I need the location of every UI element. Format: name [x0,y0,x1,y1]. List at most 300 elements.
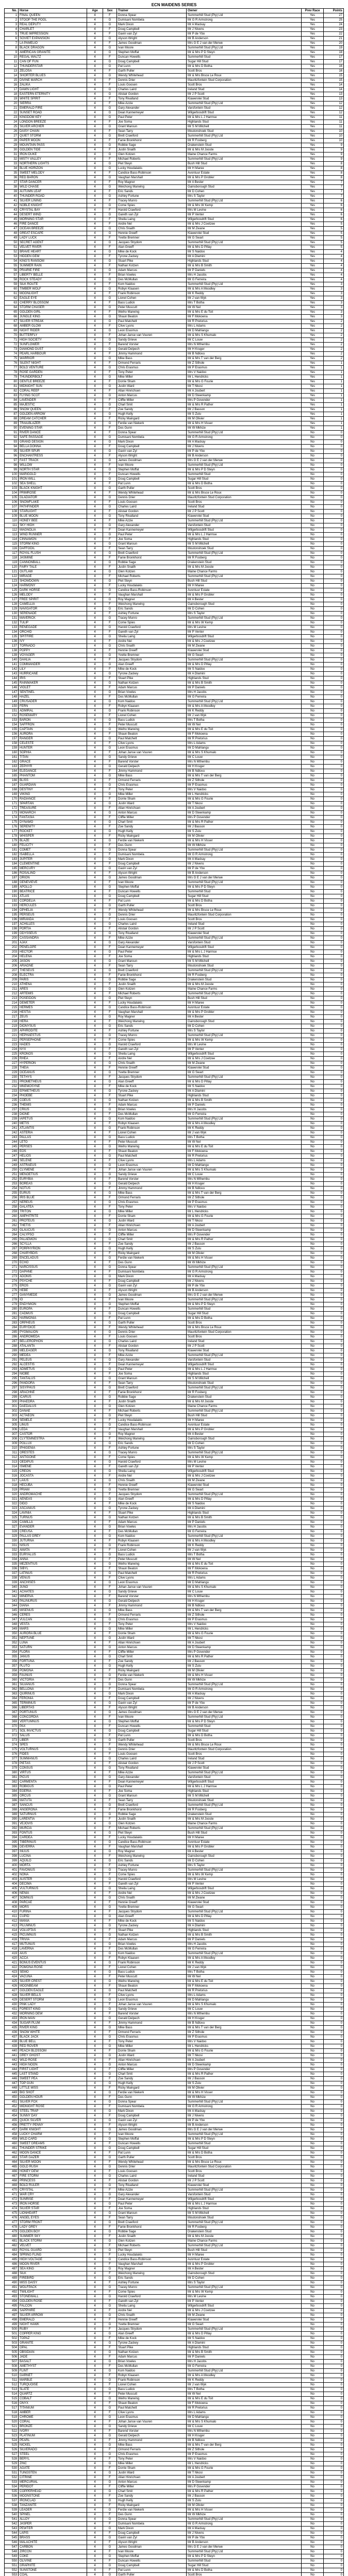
cell-horse: ENCELADUS [19,1256,87,1261]
table-row [5,1330,344,1335]
cell-owner: Mr & Mrs T van der Berg [187,774,302,778]
cell-points: 0 [324,523,344,528]
table-row [5,301,344,306]
cell-age: 4 [87,1729,103,1734]
table-row [5,1284,344,1289]
cell-owner: Mr & Mrs M Jooste [187,982,302,987]
cell-trainer: Stephen Moffat [117,885,187,890]
table-row [5,2304,344,2309]
table-row [5,1442,344,1446]
cell-owner: Summerhill Stud [187,2559,302,2564]
cell-points: 0 [324,876,344,880]
cell-no: 366 [5,1706,19,1710]
cell-no: 177 [5,829,19,834]
cell-points: 0 [324,1029,344,1033]
cell-no: 449 [5,2091,19,2095]
cell-prev-race: No [302,667,324,672]
cell-horse: CRIUS [19,1108,87,1112]
cell-points: 0 [324,2323,344,2327]
cell-prev-race: No [302,1831,324,1836]
cell-sex: F [103,1678,117,1683]
table-row [5,1534,344,1539]
cell-horse: CHARYBDIS [19,1251,87,1256]
cell-horse: DESTINY [19,788,87,792]
cell-trainer: Paul Peter [117,115,187,120]
cell-prev-race: No [302,1098,324,1103]
cell-sex: G [103,213,117,217]
cell-no: 344 [5,1604,19,1608]
cell-points: 0 [324,1947,344,1952]
cell-points: 0 [324,1599,344,1604]
cell-owner: Mr J P Scott [187,927,302,931]
cell-prev-race: No [302,2197,324,2202]
cell-no: 550 [5,2559,19,2564]
cell-owner: Mr & Mrs Bruce Le Roux [187,2160,302,2165]
cell-prev-race: No [302,588,324,593]
table-row [5,1715,344,1720]
cell-prev-race: No [302,2105,324,2109]
cell-horse: LUCKY CHARM [19,2132,87,2137]
cell-horse: SUNFLOWER [19,343,87,347]
cell-points: 0 [324,1261,344,1265]
cell-owner: Mr D Cohen [187,1024,302,1029]
cell-no: 460 [5,2142,19,2146]
cell-points: 0 [324,1738,344,1743]
cell-sex: F [103,120,117,125]
cell-owner: Mr & Mrs W Kemp [187,1455,302,1460]
cell-trainer: Donna Spear [117,2517,187,2522]
cell-age: 4 [87,802,103,806]
cell-trainer: Des McMullan [117,278,187,282]
cell-trainer: Paul Matchett [117,1571,187,1576]
cell-points: 0 [324,1465,344,1469]
cell-prev-race: No [302,491,324,496]
cell-trainer: Mark Dixon [117,23,187,27]
table-row [5,74,344,78]
cell-trainer: Fanie Bronkhorst [117,556,187,561]
cell-horse: PARCAE [19,1901,87,1905]
cell-sex: G [103,1905,117,1910]
cell-horse: BASALT [19,2360,87,2364]
cell-owner: Mr S Naidoo [187,1084,302,1089]
cell-owner: Wilgerbosdrift Stud [187,1363,302,1367]
cell-horse: LAVENDER [19,398,87,403]
cell-points: 0 [324,1122,344,1126]
cell-no: 230 [5,1075,19,1080]
cell-points: 0 [324,1938,344,1942]
cell-sex: G [103,1479,117,1483]
cell-points: 0 [324,2471,344,2476]
cell-prev-race: Yes [302,152,324,157]
cell-points: 0 [324,1084,344,1089]
cell-prev-race: No [302,616,324,621]
cell-sex: F [103,2170,117,2174]
cell-trainer: Ashley Fortune [117,612,187,616]
cell-points: 0 [324,1391,344,1395]
cell-sex: G [103,2480,117,2485]
cell-no: 439 [5,2044,19,2049]
cell-horse: ADMETUS [19,1367,87,1372]
cell-trainer: James Goodman [117,1293,187,1298]
table-row [5,1089,344,1094]
cell-trainer: Kom Naidoo [117,1952,187,1956]
cell-horse: NICKEL [19,2443,87,2448]
cell-points: 0 [324,681,344,686]
cell-horse: GRAND DESIGN [19,440,87,445]
cell-age: 4 [87,1409,103,1414]
cell-age: 4 [87,1066,103,1071]
cell-owner: Mr A Joubert [187,2476,302,2480]
cell-points: 0 [324,1001,344,1006]
cell-horse: TITAN [19,755,87,760]
cell-horse: MERCURY [19,867,87,871]
cell-points: 0 [324,2480,344,2485]
cell-owner: Mr & Mrs M Jooste [187,1400,302,1404]
cell-owner: Mr L Hendricks [187,2044,302,2049]
cell-no: 420 [5,1956,19,1961]
cell-owner: Mr & Mrs E du Toit [187,1562,302,1567]
cell-prev-race: No [302,2072,324,2077]
cell-sex: F [103,871,117,876]
cell-sex: F [103,519,117,523]
cell-prev-race: No [302,649,324,653]
cell-prev-race: Yes [302,403,324,408]
cell-age: 4 [87,445,103,449]
cell-points: 3 [324,315,344,319]
cell-no: 201 [5,941,19,945]
cell-sex: F [103,1965,117,1970]
cell-prev-race: No [302,1845,324,1850]
cell-sex: G [103,2054,117,2058]
cell-age: 4 [87,1956,103,1961]
cell-age: 4 [87,199,103,204]
cell-sex: F [103,973,117,978]
col-points: Points [324,9,344,13]
cell-trainer: Tracey Munro [117,1033,187,1038]
cell-sex: F [103,1344,117,1349]
cell-prev-race: No [302,1038,324,1043]
cell-owner: Mr & Mrs Bruce Le Roux [187,491,302,496]
cell-points: 0 [324,2170,344,2174]
cell-owner: Mr K Reddy [187,2378,302,2383]
cell-prev-race: Yes [302,190,324,194]
cell-points: 0 [324,1956,344,1961]
table-row [5,1914,344,1919]
cell-prev-race: No [302,2151,324,2156]
cell-horse: SUMMER RAIN [19,264,87,268]
cell-trainer: Cliffie Miller [117,816,187,820]
cell-no: 391 [5,1822,19,1826]
cell-owner: Mr J Nivens [187,2531,302,2536]
cell-horse: GENTLE BREEZE [19,380,87,384]
cell-sex: G [103,1896,117,1901]
cell-horse: FAIRY TALE [19,565,87,570]
cell-points: 0 [324,880,344,885]
table-row [5,2132,344,2137]
cell-no: 271 [5,1265,19,1270]
cell-trainer: Roy Magner [117,1432,187,1437]
cell-age: 4 [87,1460,103,1465]
cell-sex: G [103,1238,117,1242]
cell-age: 4 [87,1757,103,1761]
cell-horse: IRIS [19,676,87,681]
cell-sex: F [103,1057,117,1061]
cell-prev-race: No [302,1247,324,1251]
cell-trainer: Ferdie van Niekerk [117,1673,187,1678]
cell-prev-race: No [302,1697,324,1701]
cell-horse: AURORA BLUE [19,1632,87,1636]
table-row [5,2221,344,2225]
cell-sex: F [103,1669,117,1673]
cell-horse: ANGEL EYES [19,2216,87,2221]
cell-trainer: Gary Alexander [117,523,187,528]
cell-prev-race: Yes [302,115,324,120]
cell-sex: F [103,2355,117,2360]
cell-owner: Wilgerbosdrift Stud [187,528,302,533]
cell-sex: G [103,1321,117,1326]
cell-no: 126 [5,593,19,598]
cell-prev-race: No [302,1126,324,1131]
cell-age: 4 [87,1006,103,1010]
cell-trainer: Dumisani Nombela [117,1687,187,1692]
cell-sex: F [103,639,117,644]
cell-trainer: Alistair Gordon [117,1344,187,1349]
table-row [5,2276,344,2281]
cell-points: 0 [324,663,344,667]
cell-points: 0 [324,1905,344,1910]
table-row [5,510,344,514]
table-row [5,1043,344,1047]
cell-horse: THUNDER ROAD [19,194,87,199]
cell-no: 65 [5,310,19,315]
cell-owner: Mr & Mrs J Coetzee [187,1474,302,1479]
cell-trainer: Ricky Maingard [117,2503,187,2508]
table-row [5,1279,344,1284]
cell-prev-race: No [302,1391,324,1395]
cell-horse: TRIVIA [19,1938,87,1942]
cell-trainer: Ormond Ferraris [117,2448,187,2452]
cell-horse: CRYSTAL [19,2188,87,2193]
table-row [5,616,344,621]
cell-sex: G [103,644,117,649]
cell-no: 210 [5,982,19,987]
cell-horse: SALUS [19,1734,87,1738]
cell-owner: Mr R Pretorius [187,1154,302,1159]
cell-trainer: Ashley Fortune [117,194,187,199]
cell-prev-race: No [302,1942,324,1947]
table-row [5,1029,344,1033]
cell-age: 4 [87,1664,103,1669]
cell-owner: Mrs N Mthembu [187,2012,302,2016]
cell-prev-race: Yes [302,324,324,329]
cell-horse: ANDROMACHE [19,1493,87,1497]
cell-owner: Highlands Stud [187,2346,302,2350]
cell-horse: SILVER LINING [19,199,87,204]
cell-sex: F [103,1140,117,1145]
cell-owner: Mr & Mrs R Pather [187,1238,302,1242]
cell-age: 4 [87,1214,103,1219]
cell-owner: Mr G R Armstrong [187,18,302,23]
table-row [5,1604,344,1608]
cell-no: 52 [5,250,19,255]
cell-points: 0 [324,625,344,630]
cell-trainer: Nathan Kotzen [117,2350,187,2355]
cell-prev-race: No [302,1418,324,1423]
cell-horse: LINUS [19,1423,87,1428]
cell-horse: WILLOW [19,463,87,468]
cell-horse: WARRIOR [19,357,87,361]
cell-horse: PIETAS [19,1761,87,1766]
cell-points: 0 [324,2290,344,2295]
cell-age: 4 [87,2508,103,2513]
cell-horse: MEDEA [19,1353,87,1358]
cell-owner: Mrs L Adams [187,1576,302,1581]
cell-trainer: Michael Roberts [117,574,187,579]
table-row [5,2374,344,2378]
cell-sex: F [103,83,117,88]
cell-age: 4 [87,1033,103,1038]
table-row [5,1646,344,1650]
cell-owner: Mauritzfontein Stud Corporation [187,1748,302,1752]
cell-prev-race: No [302,658,324,663]
cell-age: 4 [87,1080,103,1084]
cell-trainer: Johan Janse van Vuuren [117,2003,187,2007]
table-row [5,1650,344,1655]
cell-horse: PHOEBE [19,1094,87,1098]
cell-prev-race: No [302,1312,324,1316]
cell-no: 362 [5,1687,19,1692]
cell-age: 4 [87,2012,103,2016]
cell-trainer: Gareth van Zyl [117,1882,187,1887]
cell-sex: G [103,969,117,973]
cell-points: 0 [324,2216,344,2221]
cell-sex: F [103,964,117,969]
table-row [5,1080,344,1084]
cell-points: 0 [324,1409,344,1414]
cell-age: 4 [87,1261,103,1265]
cell-points: 0 [324,1112,344,1117]
cell-points: 0 [324,700,344,704]
cell-no: 475 [5,2211,19,2216]
cell-owner: Mr & Mrs Bruce Le Roux [187,74,302,78]
table-row [5,2323,344,2327]
cell-prev-race: No [302,1632,324,1636]
cell-trainer: Sheila Laing [117,2304,187,2309]
table-row [5,361,344,366]
cell-trainer: Doug Campbell [117,2114,187,2119]
cell-points: 0 [324,1136,344,1140]
cell-no: 174 [5,816,19,820]
cell-points: 0 [324,2207,344,2211]
table-row [5,394,344,398]
cell-sex: F [103,1910,117,1914]
cell-trainer: Grant Maroun [117,125,187,129]
cell-sex: F [103,1539,117,1544]
cell-no: 7 [5,41,19,46]
cell-age: 4 [87,1159,103,1163]
cell-owner: Mr & Mrs R Pather [187,2489,302,2494]
cell-age: 4 [87,2160,103,2165]
cell-trainer: Alyson Wright [117,454,187,459]
cell-prev-race: No [302,1488,324,1493]
cell-horse: NOTUS [19,1187,87,1191]
cell-age: 4 [87,1168,103,1173]
cell-points: 0 [324,2513,344,2517]
cell-no: 487 [5,2267,19,2272]
cell-age: 4 [87,1497,103,1502]
cell-horse: THUNDERSTAR [19,64,87,69]
cell-no: 136 [5,639,19,644]
cell-points: 0 [324,491,344,496]
cell-horse: NORTH STAR [19,468,87,472]
cell-no: 359 [5,1673,19,1678]
cell-trainer: Dorrie Sham [117,380,187,384]
cell-horse: DYNAMO [19,820,87,825]
table-row [5,533,344,537]
cell-sex: F [103,1353,117,1358]
cell-horse: HERMES [19,1006,87,1010]
cell-age: 4 [87,1205,103,1210]
cell-sex: G [103,143,117,148]
cell-horse: CONCORDIA [19,1715,87,1720]
cell-age: 4 [87,157,103,162]
cell-points: 0 [324,1298,344,1302]
cell-owner: Mr A Bester [187,1850,302,1854]
table-row [5,848,344,853]
cell-no: 22 [5,111,19,115]
cell-owner: Summerhill Stud [187,1307,302,1312]
cell-age: 4 [87,2054,103,2058]
cell-sex: F [103,463,117,468]
cell-trainer: Louis Goosen [117,2170,187,2174]
cell-sex: F [103,1613,117,1618]
cell-no: 131 [5,616,19,621]
cell-horse: GOLDEN HOUR [19,2095,87,2100]
table-row [5,1238,344,1242]
cell-no: 255 [5,1191,19,1196]
table-row [5,2086,344,2091]
cell-no: 478 [5,2225,19,2230]
cell-age: 4 [87,1989,103,1993]
cell-trainer: Dennis Drier [117,496,187,500]
cell-trainer: Gary Alexander [117,2193,187,2197]
cell-prev-race: No [302,598,324,602]
cell-horse: ANDROMEDA [19,1335,87,1340]
cell-no: 139 [5,653,19,658]
table-row [5,2012,344,2016]
cell-trainer: Justin Ward [117,802,187,806]
cell-points: 12 [324,111,344,115]
cell-no: 438 [5,2040,19,2044]
cell-trainer: Jacques Strydom [117,2327,187,2332]
cell-prev-race: No [302,1687,324,1692]
cell-trainer: Dorrie Sham [117,1214,187,1219]
cell-no: 113 [5,533,19,537]
cell-owner: Mr B Ndlovu [187,352,302,357]
cell-points: 0 [324,2109,344,2114]
table-row [5,1066,344,1071]
cell-age: 4 [87,1089,103,1094]
cell-owner: Mr & Mrs J Coetzee [187,2309,302,2313]
cell-age: 4 [87,816,103,820]
cell-prev-race: No [302,1706,324,1710]
cell-no: 140 [5,658,19,663]
cell-prev-race: No [302,1279,324,1284]
cell-age: 4 [87,2119,103,2123]
cell-points: 2 [324,329,344,333]
cell-no: 68 [5,324,19,329]
cell-horse: MOON DANCE [19,2151,87,2156]
